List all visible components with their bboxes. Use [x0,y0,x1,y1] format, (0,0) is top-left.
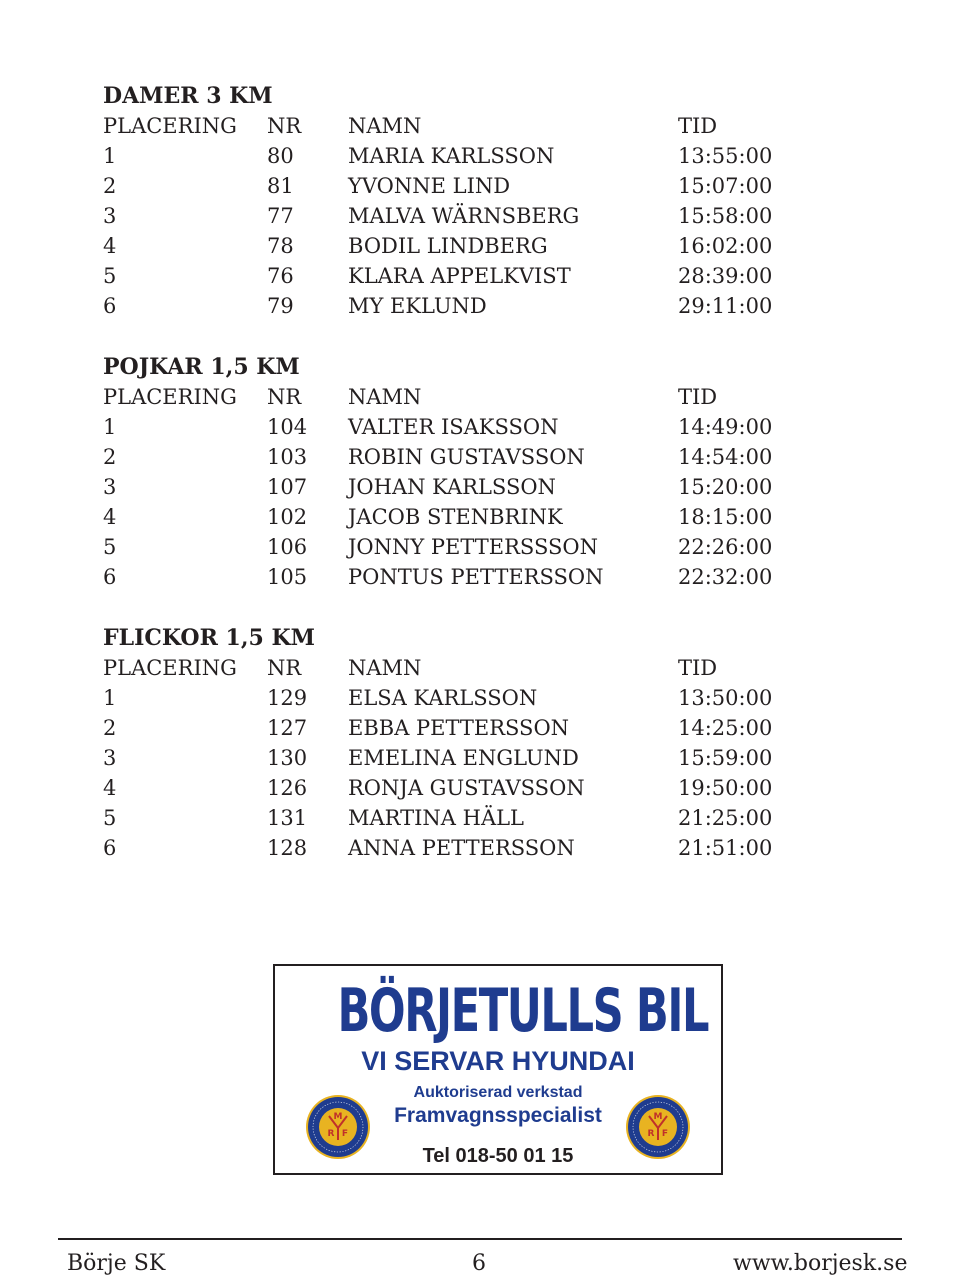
cell-tid: 15:20:00 [678,475,773,499]
page-number: 6 [472,1251,486,1276]
seal-letter-m: M [333,1112,343,1122]
cell-tid: 15:07:00 [678,174,773,198]
section-title: POJKAR 1,5 KM [103,354,300,380]
footer-website-link[interactable]: www.borjesk.se [733,1251,908,1276]
section-flickor-1-5km [103,623,803,863]
ad-authorized: Auktoriserad verkstad [413,1084,583,1101]
header-namn: NAMN [348,385,422,409]
cell-tid: 14:49:00 [678,415,773,439]
cell-nr: 102 [267,505,308,529]
cell-nr: 104 [267,415,308,439]
cell-namn: ANNA PETTERSSON [348,836,575,860]
ad-title: BÖRJETULLS BIL [337,976,709,1046]
cell-tid: 19:50:00 [678,776,773,800]
cell-namn: BODIL LINDBERG [348,234,548,258]
header-placering: PLACERING [103,114,237,138]
cell-namn: ROBIN GUSTAVSSON [348,445,585,469]
cell-tid: 13:55:00 [678,144,773,168]
sponsor-ad [273,964,723,1175]
cell-tid: 29:11:00 [678,294,773,318]
header-namn: NAMN [348,114,422,138]
cell-placering: 2 [103,174,117,198]
cell-namn: EBBA PETTERSSON [348,716,570,740]
table-header [103,653,803,683]
header-placering: PLACERING [103,656,237,680]
table-row [103,412,803,442]
header-nr: NR [267,656,302,680]
mrf-seal-icon [305,1094,371,1160]
cell-nr: 129 [267,686,308,710]
cell-tid: 21:51:00 [678,836,773,860]
header-namn: NAMN [348,656,422,680]
section-damer-3km [103,81,803,321]
cell-nr: 103 [267,445,308,469]
cell-tid: 15:59:00 [678,746,773,770]
cell-tid: 18:15:00 [678,505,773,529]
cell-namn: KLARA APPELKVIST [348,264,571,288]
table-row [103,442,803,472]
table-row [103,683,803,713]
table-header [103,382,803,412]
header-nr: NR [267,385,302,409]
header-tid: TID [678,656,718,680]
cell-nr: 131 [267,806,308,830]
cell-namn: JACOB STENBRINK [348,505,563,529]
header-tid: TID [678,114,718,138]
cell-placering: 3 [103,204,117,228]
cell-tid: 14:54:00 [678,445,773,469]
cell-namn: JONNY PETTERSSSON [348,535,598,559]
section-pojkar-1-5km [103,352,803,592]
cell-nr: 76 [267,264,294,288]
cell-placering: 3 [103,746,117,770]
cell-placering: 2 [103,716,117,740]
cell-nr: 107 [267,475,308,499]
table-row [103,261,803,291]
cell-namn: MARTINA HÄLL [348,806,524,830]
table-row [103,231,803,261]
table-row [103,472,803,502]
header-placering: PLACERING [103,385,237,409]
cell-namn: ELSA KARLSSON [348,686,538,710]
cell-nr: 106 [267,535,308,559]
mrf-seal-icon [625,1094,691,1160]
cell-placering: 2 [103,445,117,469]
cell-tid: 13:50:00 [678,686,773,710]
header-tid: TID [678,385,718,409]
table-row [103,803,803,833]
footer-divider [58,1238,902,1240]
cell-tid: 22:32:00 [678,565,773,589]
table-header [103,111,803,141]
table-row [103,291,803,321]
cell-namn: MALVA WÄRNSBERG [348,204,580,228]
cell-tid: 16:02:00 [678,234,773,258]
cell-placering: 5 [103,535,117,559]
table-row [103,141,803,171]
cell-placering: 4 [103,234,117,258]
cell-placering: 5 [103,806,117,830]
cell-placering: 4 [103,505,117,529]
cell-nr: 78 [267,234,294,258]
cell-placering: 6 [103,294,117,318]
cell-namn: JOHAN KARLSSON [348,475,556,499]
seal-letter-f: F [661,1129,669,1139]
table-row [103,743,803,773]
cell-placering: 4 [103,776,117,800]
cell-placering: 1 [103,686,117,710]
table-row [103,562,803,592]
ad-phone: Tel 018-50 01 15 [422,1145,574,1167]
cell-nr: 126 [267,776,308,800]
cell-namn: PONTUS PETTERSSON [348,565,604,589]
cell-nr: 79 [267,294,294,318]
cell-namn: RONJA GUSTAVSSON [348,776,585,800]
cell-placering: 1 [103,415,117,439]
cell-namn: EMELINA ENGLUND [348,746,579,770]
cell-nr: 127 [267,716,308,740]
header-nr: NR [267,114,302,138]
seal-letter-r: R [327,1129,335,1139]
cell-placering: 6 [103,565,117,589]
cell-nr: 128 [267,836,308,860]
table-row [103,773,803,803]
table-row [103,502,803,532]
cell-nr: 77 [267,204,294,228]
ad-subtitle: VI SERVAR HYUNDAI [361,1046,635,1076]
cell-placering: 6 [103,836,117,860]
cell-tid: 14:25:00 [678,716,773,740]
cell-tid: 15:58:00 [678,204,773,228]
cell-namn: MY EKLUND [348,294,487,318]
seal-letter-f: F [341,1129,349,1139]
table-row [103,532,803,562]
table-row [103,833,803,863]
seal-letter-m: M [653,1112,663,1122]
ad-specialist: Framvagnsspecialist [394,1104,602,1127]
cell-tid: 21:25:00 [678,806,773,830]
cell-placering: 1 [103,144,117,168]
cell-placering: 3 [103,475,117,499]
cell-tid: 28:39:00 [678,264,773,288]
footer-club-name: Börje SK [67,1251,166,1276]
section-title: FLICKOR 1,5 KM [103,625,315,651]
table-row [103,171,803,201]
table-row [103,201,803,231]
table-row [103,713,803,743]
cell-placering: 5 [103,264,117,288]
cell-nr: 80 [267,144,294,168]
cell-namn: YVONNE LIND [348,174,511,198]
seal-letter-r: R [647,1129,655,1139]
section-title: DAMER 3 KM [103,83,273,109]
cell-nr: 130 [267,746,308,770]
cell-nr: 81 [267,174,294,198]
cell-namn: VALTER ISAKSSON [348,415,559,439]
cell-tid: 22:26:00 [678,535,773,559]
cell-namn: MARIA KARLSSON [348,144,555,168]
cell-nr: 105 [267,565,308,589]
